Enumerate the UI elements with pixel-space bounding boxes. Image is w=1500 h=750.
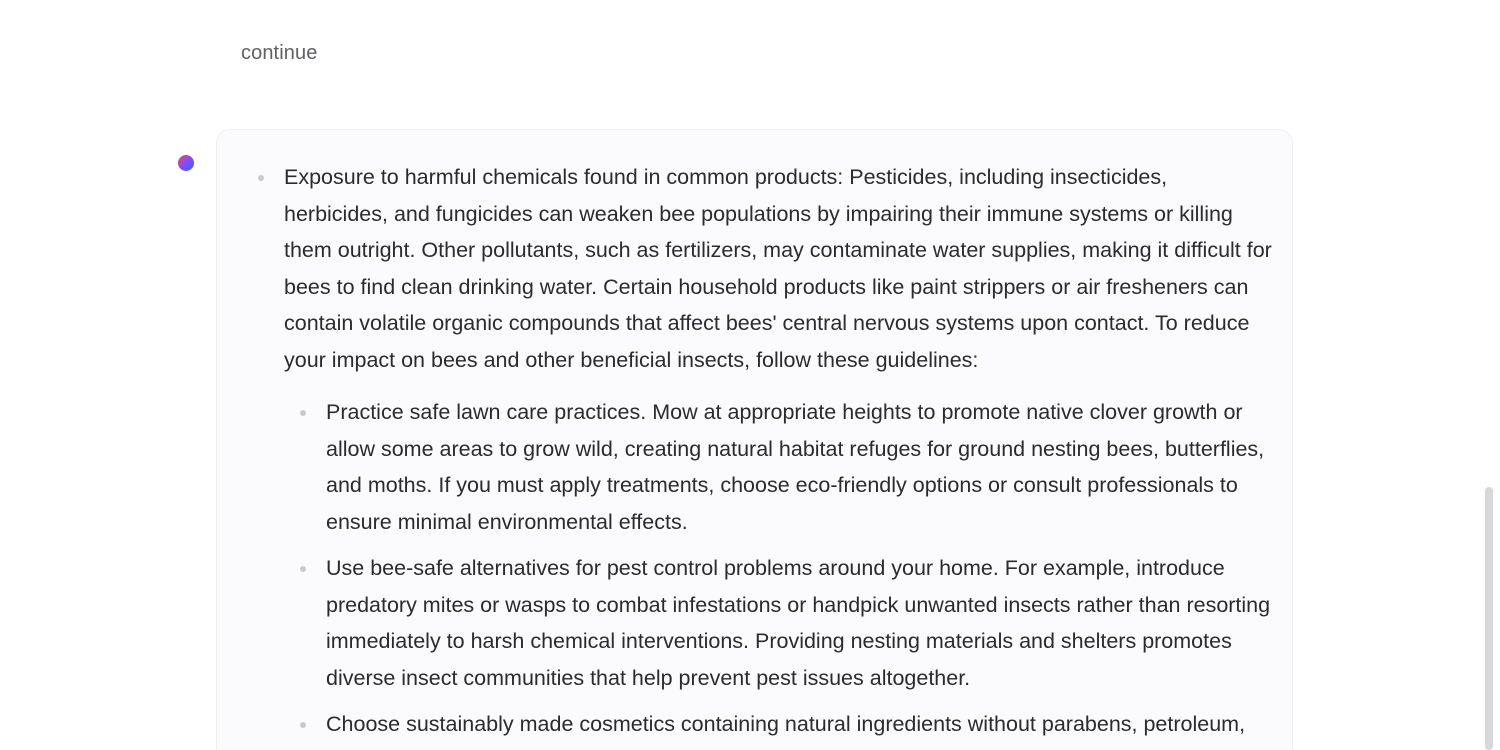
list-item-text: Practice safe lawn care practices. Mow at appropriate heights to promote native clover growth or allow some areas to grow wild, creating natural habitat refuges for ground nesting bees, butterflies, and moths. If you must apply treatments, choose eco-friendly options or consult professionals to ensure minimal environmental effects. [326, 400, 1265, 534]
list-item-text: Use bee-safe alternatives for pest control problems around your home. For example, introduce predatory mites or wasps to combat infestations or handpick unwanted insects rather than resorting immediately to harsh chemical interventions. Providing nesting materials and shelters promotes diverse insect communities that help prevent pest issues altogether. [326, 556, 1271, 690]
assistant-response-list [284, 159, 1274, 750]
list-item-text: Choose sustainably made cosmetics containing natural ingredients without parabens, petroleum, [326, 712, 1246, 736]
list-item [326, 706, 1276, 743]
scrollbar-thumb[interactable] [1485, 487, 1493, 750]
bullet-icon [300, 722, 306, 728]
list-item [284, 159, 1274, 743]
nested-list [326, 394, 1276, 743]
bullet-icon [300, 410, 306, 416]
user-message: continue [241, 42, 318, 64]
list-item-text: Exposure to harmful chemicals found in common products: Pesticides, including insecticides, herbicides, and fungicides can weaken bee populations by impairing their immune systems or killing them outright. Other pollutants, such as fertilizers, may contaminate water supplies, making it difficult for bees to find clean drinking water. Certain household products like paint strippers or air fresheners can contain volatile organic compounds that affect bees' central nervous systems upon contact. To reduce your impact on bees and other beneficial insects, follow these guidelines: [284, 165, 1272, 372]
assistant-avatar-icon [178, 155, 194, 171]
bullet-icon [300, 566, 306, 572]
bullet-icon [258, 175, 264, 181]
list-item [326, 550, 1276, 696]
list-item [326, 394, 1276, 540]
